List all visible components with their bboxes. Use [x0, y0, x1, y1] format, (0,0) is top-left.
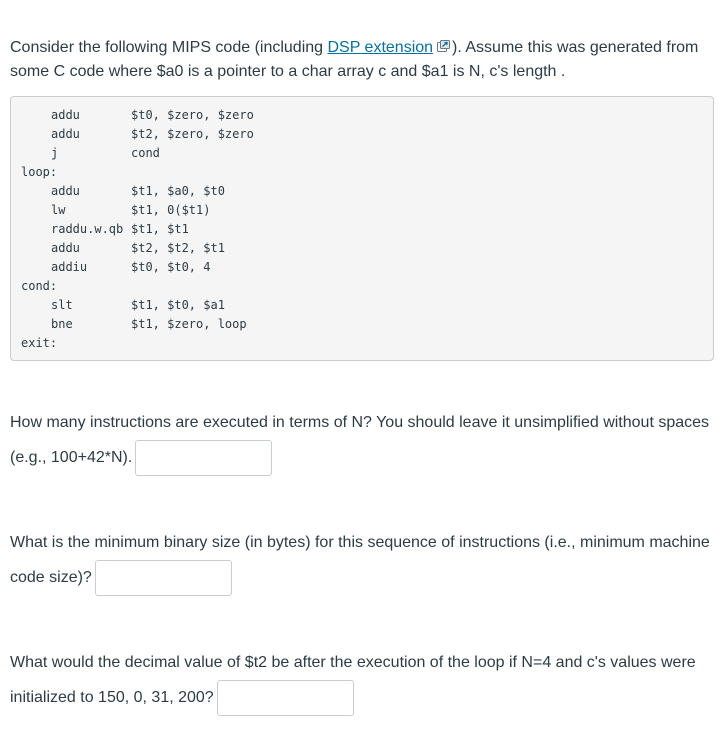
code-operands: $t0, $t0, 4	[131, 260, 211, 274]
code-instruction: bne	[51, 317, 73, 331]
dsp-extension-link[interactable]: DSP extension	[327, 39, 434, 56]
code-operands: $t2, $t2, $t1	[131, 241, 225, 255]
question-text: What is the minimum binary size (in bytes) for this sequence of instructions (i.e., minimum machine code size)?	[10, 534, 710, 587]
mips-code-block	[10, 96, 714, 361]
code-operands: $t1, $t0, $a1	[131, 298, 225, 312]
intro-text-after: ). Assume this was generated from some C code where $a0 is a pointer to a char array c and $a1 is N, c's length .	[10, 39, 699, 80]
code-label-cond: cond:	[21, 279, 58, 293]
code-instruction: j	[51, 146, 59, 160]
question-intro	[10, 36, 710, 84]
code-instruction: addu	[51, 108, 80, 122]
intro-text-before: Consider the following MIPS code (including	[10, 39, 328, 56]
code-instruction: slt	[51, 298, 73, 312]
code-operands: $t2, $zero, $zero	[131, 127, 254, 141]
code-operands: cond	[131, 146, 160, 160]
code-instruction: addu	[51, 241, 80, 255]
question-binary-size	[10, 525, 710, 596]
code-instruction: raddu.w.qb	[51, 222, 124, 236]
code-operands: $t1, 0($t1)	[131, 203, 211, 217]
binary-size-answer-input[interactable]	[95, 560, 232, 596]
external-link-icon[interactable]	[437, 36, 450, 48]
code-instruction: lw	[51, 203, 66, 217]
code-instruction: addiu	[51, 260, 88, 274]
question-text: What would the decimal value of $t2 be after the execution of the loop if N=4 and c's values were initialized to 150, 0, 31, 200?	[10, 654, 696, 707]
t2-value-answer-input[interactable]	[217, 680, 354, 716]
question-t2-value	[10, 645, 710, 716]
question-instruction-count	[10, 405, 710, 476]
question-text: How many instructions are executed in terms of N? You should leave it unsimplified without spaces (e.g., 100+42*N).	[10, 414, 710, 467]
code-operands: $t1, $a0, $t0	[131, 184, 225, 198]
code-instruction: addu	[51, 127, 80, 141]
code-label-exit: exit:	[21, 336, 58, 350]
instruction-count-answer-input[interactable]	[135, 440, 272, 476]
code-operands: $t1, $zero, loop	[131, 317, 247, 331]
code-operands: $t1, $t1	[131, 222, 189, 236]
code-operands: $t0, $zero, $zero	[131, 108, 254, 122]
code-label-loop: loop:	[21, 165, 58, 179]
code-instruction: addu	[51, 184, 80, 198]
